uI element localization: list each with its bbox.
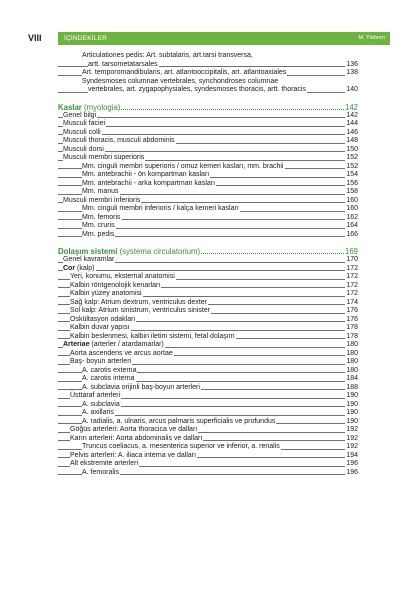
- toc-entry[interactable]: [58, 265, 358, 274]
- toc-entry-title: A. radialis, a. ulnaris, arcus palmaris superficialis ve profundus: [82, 417, 276, 425]
- toc-entry-title: [58, 103, 121, 112]
- entry-title-suffix: (kalp): [75, 264, 95, 272]
- toc-page-number: 170: [346, 256, 358, 263]
- toc-entry-title: Göğüs arterleri: Aorta thoracica ve dalları: [70, 426, 198, 433]
- toc-page-number: 136: [346, 60, 358, 68]
- toc-entry-title: artt. tarsometatarsales: [88, 60, 158, 68]
- toc-entry[interactable]: [58, 299, 358, 308]
- toc-entry-title: Mm. antebrachii - arka kompartman kasları: [82, 179, 216, 187]
- toc-entry-title: Mm. antebrachii - ön kompartman kasları: [82, 171, 210, 178]
- toc-entry-title: Kalbin beslenmesi, kalbin iletim sistemi, fetal dolaşım: [70, 332, 235, 340]
- toc-entry-title: Kalbin duvar yapısı: [70, 324, 130, 331]
- section-title-bold: Kaslar: [58, 102, 82, 112]
- toc-page-number: 178: [346, 324, 358, 331]
- toc-entry[interactable]: [58, 435, 358, 444]
- toc-page-number: 172: [346, 290, 358, 297]
- toc-page-number: 196: [346, 460, 358, 467]
- toc-entry[interactable]: [58, 409, 358, 418]
- toc-entry[interactable]: [58, 120, 358, 129]
- toc-entry[interactable]: [58, 290, 358, 299]
- toc-entry-title: Sağ kalp: Atrium dextrum, ventriculus dexter: [70, 298, 207, 306]
- toc-page-number: 158: [346, 188, 358, 195]
- toc-entry-title: Musculi colli: [63, 128, 101, 136]
- toc-entry[interactable]: [58, 375, 358, 384]
- toc-entry[interactable]: [58, 188, 358, 197]
- toc-entry[interactable]: [58, 426, 358, 435]
- toc-entry-title: A. subclavia orijinli baş-boyun arterleri: [82, 383, 200, 391]
- toc-entry[interactable]: [58, 316, 358, 325]
- toc-page-number: 172: [346, 264, 358, 272]
- toc-page-number: 140: [346, 86, 358, 93]
- toc-entry[interactable]: [58, 61, 358, 70]
- toc-entry-title: [63, 265, 96, 272]
- section-gap: [58, 95, 358, 103]
- toc-entry[interactable]: [58, 256, 358, 265]
- toc-entry[interactable]: [58, 324, 358, 333]
- toc-entry[interactable]: [58, 171, 358, 180]
- toc-page-number: 156: [346, 179, 358, 187]
- toc-entry[interactable]: [58, 418, 358, 427]
- header-bar: [58, 32, 390, 45]
- toc-page-number: 176: [346, 315, 358, 323]
- toc-entry[interactable]: [58, 163, 358, 172]
- toc-entry[interactable]: [58, 137, 358, 146]
- toc-entry-title: Genel kavramlar: [63, 256, 115, 263]
- toc-page-number: 144: [346, 120, 358, 127]
- entry-title-suffix: (arterler / atardamarlar): [89, 341, 164, 348]
- section-title-bold: Dolaşım sistemi: [58, 247, 118, 256]
- toc-page-number: 174: [346, 298, 358, 306]
- toc-entry[interactable]: [58, 129, 358, 138]
- toc-entry[interactable]: [58, 214, 358, 223]
- toc-entry-title: Musculi faciei: [63, 120, 106, 127]
- section-title-rest: (myologia): [81, 102, 121, 112]
- toc-entry-title: Üsttaraf arterleri: [70, 392, 121, 399]
- toc-entry-title: Musculi dorsi: [63, 145, 104, 153]
- toc-entry[interactable]: [58, 197, 358, 206]
- toc-page-number: 148: [346, 137, 358, 144]
- toc-page-number: 154: [346, 171, 358, 178]
- toc-entry-title: Alt ekstremite arterleri: [70, 460, 139, 467]
- toc-page-number: 192: [346, 443, 358, 450]
- toc-page-number: 142: [344, 102, 358, 112]
- toc-entry[interactable]: [58, 307, 358, 316]
- toc-entry[interactable]: [58, 222, 358, 231]
- toc-entry-title: A. carotis externa: [82, 366, 137, 374]
- toc-entry-title: Musculi thoracis, musculi abdominis: [63, 137, 175, 144]
- toc-page-number: 178: [346, 332, 358, 340]
- toc-entry[interactable]: [58, 112, 358, 121]
- toc-page-number: 190: [346, 400, 358, 408]
- toc-page-number: 176: [346, 307, 358, 314]
- toc-page-number: 166: [346, 230, 358, 238]
- toc-entry[interactable]: [58, 86, 358, 95]
- toc-entry-title: A. carotis interna: [82, 375, 135, 382]
- toc-entry[interactable]: [58, 180, 358, 189]
- toc-page-number: 160: [346, 205, 358, 212]
- toc-entry-title: Genel bilgi: [63, 111, 97, 119]
- toc-entry[interactable]: [58, 392, 358, 401]
- table-of-contents: [58, 52, 358, 477]
- toc-entry-title: Baş- boyun arterleri: [70, 358, 132, 365]
- entry-title-bold: Arteriae: [63, 341, 90, 348]
- toc-entry[interactable]: [58, 231, 358, 240]
- toc-entry[interactable]: [58, 282, 358, 291]
- toc-entry-title: Kalbin röntgenolojik kenarları: [70, 281, 161, 289]
- toc-entry-title: Articulationes pedis: Art. subtalaris, art.tarsi transversa,: [82, 52, 253, 59]
- toc-entry[interactable]: [58, 460, 358, 469]
- toc-entry-title: Mm. femoris: [82, 213, 121, 221]
- toc-entry-title: vertebrales, art. zygapophysiales, syndesmoses thoracis, artt. thoracis: [88, 86, 306, 93]
- toc-page-number: 192: [346, 434, 358, 442]
- toc-entry[interactable]: [58, 341, 358, 350]
- toc-entry[interactable]: [58, 452, 358, 461]
- toc-entry-title: Sol kalp: Atrium sinistrum, ventriculus sinister: [70, 307, 211, 314]
- header-title: İÇİNDEKİLER: [64, 35, 108, 42]
- toc-entry-title: [58, 247, 201, 256]
- toc-page-number: 164: [346, 222, 358, 229]
- toc-page-number: 194: [346, 451, 358, 459]
- page-number: VIII: [28, 33, 42, 43]
- toc-page-number: 192: [346, 426, 358, 433]
- toc-page-number: 188: [346, 383, 358, 391]
- toc-entry[interactable]: [58, 146, 358, 155]
- toc-page-number: 150: [346, 145, 358, 153]
- toc-entry-title: Musculi membri inferioris: [63, 196, 141, 204]
- toc-section-heading[interactable]: [58, 103, 358, 112]
- toc-page-number: 172: [346, 273, 358, 280]
- toc-section-heading[interactable]: [58, 247, 358, 256]
- toc-page-number: 196: [346, 468, 358, 476]
- toc-entry-title: Syndesmoses columnae vertebrales, synchondroses columnae: [82, 77, 279, 85]
- toc-entry-title: Mm. pedis: [82, 230, 115, 238]
- toc-page-number: 190: [346, 417, 358, 425]
- toc-page-number: 138: [346, 69, 358, 76]
- toc-page-number: 152: [346, 162, 358, 170]
- toc-entry-title: Karın arterleri: Aorta abdominalis ve dalları: [70, 434, 203, 442]
- toc-entry-title: A. subclavia: [82, 400, 120, 408]
- header-author: M. Yıldırım: [358, 35, 385, 41]
- toc-entry-title: Musculi membri superioris: [63, 154, 145, 161]
- toc-page-number: 172: [346, 281, 358, 289]
- toc-entry[interactable]: [58, 401, 358, 410]
- toc-entry-title: Truncus coeliacus, a. mesenterica superior ve inferior, a. renalis: [82, 443, 280, 450]
- toc-entry-title: Mm. cruris: [82, 222, 115, 229]
- toc-entry[interactable]: [58, 78, 358, 87]
- toc-page-number: 184: [346, 375, 358, 382]
- toc-entry-title: Mm. manus: [82, 188, 119, 195]
- toc-entry[interactable]: [58, 384, 358, 393]
- toc-entry[interactable]: [58, 358, 358, 367]
- toc-page-number: 180: [346, 341, 358, 348]
- toc-page-number: 190: [346, 409, 358, 416]
- toc-entry-title: Oskültasyon odakları: [70, 315, 136, 323]
- entry-title-bold: Cor: [63, 264, 76, 272]
- toc-page-number: 146: [346, 128, 358, 136]
- toc-page-number: 162: [346, 213, 358, 221]
- section-title-rest: (systema circulatorium): [117, 247, 201, 256]
- toc-entry[interactable]: [58, 333, 358, 342]
- toc-entry[interactable]: [58, 154, 358, 163]
- toc-entry-title: A. axillaris: [82, 409, 114, 416]
- toc-entry-title: Pelvis arterleri: A. iliaca interna ve dalları: [70, 451, 197, 459]
- toc-page-number: 152: [346, 154, 358, 161]
- toc-entry[interactable]: [58, 469, 358, 478]
- toc-page-number: 160: [346, 196, 358, 204]
- toc-entry-title: Kalbin yüzey anatomisi: [70, 290, 142, 297]
- section-gap: [58, 239, 358, 247]
- toc-page-number: 180: [346, 349, 358, 357]
- toc-entry[interactable]: [58, 69, 358, 78]
- toc-entry[interactable]: [58, 443, 358, 452]
- toc-page-number: 169: [344, 247, 358, 256]
- toc-entry[interactable]: [58, 273, 358, 282]
- toc-entry[interactable]: [58, 350, 358, 359]
- toc-entry-title: A. femoralis: [82, 468, 119, 476]
- toc-entry-title: Mm. cinguli membri superioris / omuz kemeri kasları, mm. brachii: [82, 162, 284, 170]
- toc-entry[interactable]: [58, 367, 358, 376]
- toc-page-number: 190: [346, 392, 358, 399]
- toc-entry[interactable]: [58, 52, 358, 61]
- toc-entry[interactable]: [58, 205, 358, 214]
- toc-entry-title: [63, 341, 165, 348]
- toc-page-number: 180: [346, 366, 358, 374]
- toc-page-number: 180: [346, 358, 358, 365]
- toc-entry-title: Mm. cinguli membri inferioris / kalça kemeri kasları: [82, 205, 239, 212]
- page-header: [28, 32, 390, 45]
- toc-page-number: 142: [346, 111, 358, 119]
- toc-entry-title: Aorta ascendens ve arcus aortae: [70, 349, 173, 357]
- toc-entry-title: Art. temporomandibularis, art. atlantooccipitalis, art. atlantoaxiales: [82, 69, 287, 76]
- toc-entry-title: Yeri, konumu, eksternal anatomisi: [70, 273, 175, 280]
